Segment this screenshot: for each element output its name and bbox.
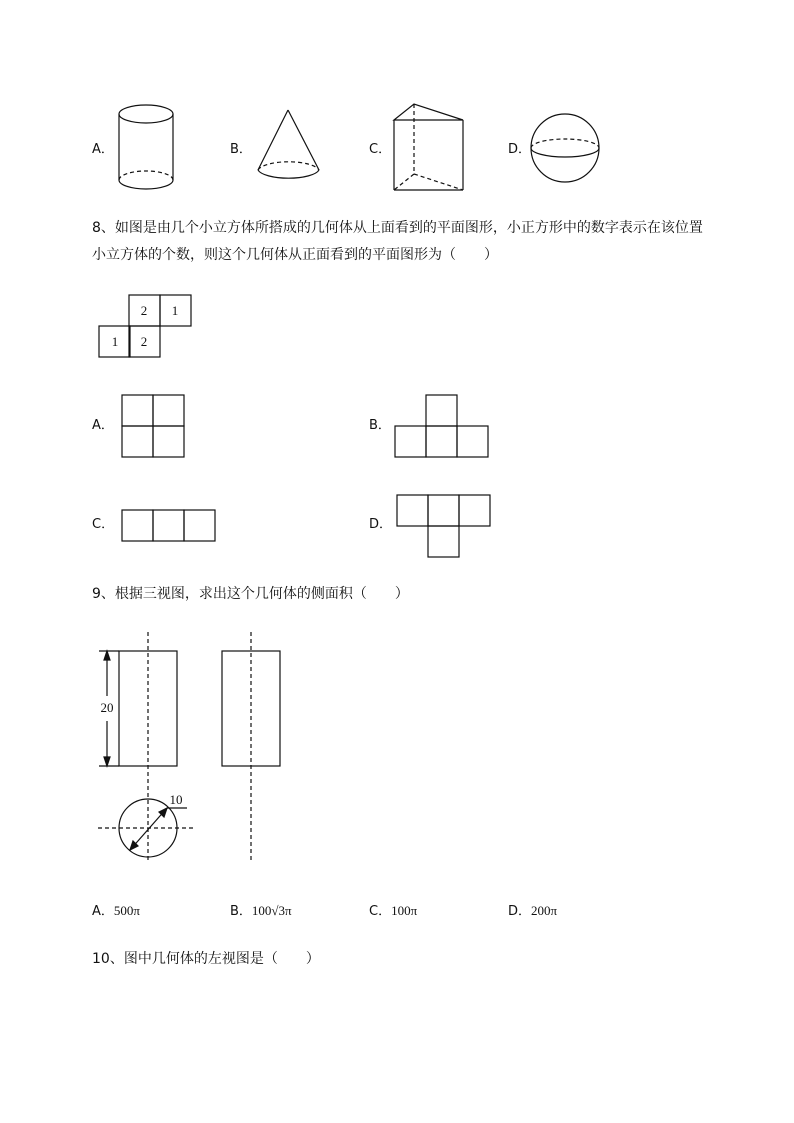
cone-figure xyxy=(255,108,325,188)
height-dimension: 20 xyxy=(100,700,114,715)
q9-option-a-value: 500π xyxy=(113,903,140,918)
q9-option-c[interactable] xyxy=(369,904,417,918)
grid-cell-number: 1 xyxy=(111,334,119,349)
q8-option-a-figure xyxy=(121,394,185,458)
q9-option-b-label: B． xyxy=(230,904,252,919)
q8-option-b-figure xyxy=(394,394,490,458)
grid-cell-number: 2 xyxy=(140,303,148,318)
grid-cell-number: 1 xyxy=(171,303,179,318)
q8-option-d-figure xyxy=(396,494,492,558)
q7-option-c-label[interactable]: C． xyxy=(369,142,392,157)
q7-option-d-label[interactable]: D． xyxy=(508,142,532,157)
q8-option-d-label[interactable]: D． xyxy=(369,517,393,532)
q8-option-a-label[interactable]: A． xyxy=(92,418,114,433)
grid-cell-number: 2 xyxy=(140,334,148,349)
q9-option-a[interactable] xyxy=(92,904,140,918)
q8-option-c-figure xyxy=(121,509,217,543)
q9-option-b-value: 100√3π xyxy=(251,903,292,918)
q9-option-d-label: D． xyxy=(508,904,532,919)
three-view-drawing xyxy=(95,630,295,865)
q7-option-b-label[interactable]: B． xyxy=(230,142,252,157)
triangular-prism-figure xyxy=(390,100,470,195)
q9-option-a-label: A． xyxy=(92,904,114,919)
question-10-text: 10、图中几何体的左视图是（ ） xyxy=(92,951,320,967)
diameter-dimension: 10 xyxy=(169,792,183,807)
q7-option-a-label[interactable]: A． xyxy=(92,142,114,157)
cylinder-figure xyxy=(115,100,177,195)
question-8-line-2: 小立方体的个数，则这个几何体从正面看到的平面图形为（ ） xyxy=(92,247,498,263)
q9-option-d-value: 200π xyxy=(531,903,558,918)
question-8-line-1: 8、如图是由几个小立方体所搭成的几何体从上面看到的平面图形，小正方形中的数字表示在该位置 xyxy=(92,220,703,236)
q9-option-c-label: C． xyxy=(369,904,392,919)
top-view-grid xyxy=(98,294,194,358)
sphere-figure xyxy=(530,113,602,185)
q8-option-c-label[interactable]: C． xyxy=(92,517,115,532)
q9-option-d[interactable] xyxy=(508,904,557,918)
q9-option-b[interactable] xyxy=(230,904,292,918)
q9-option-c-value: 100π xyxy=(391,903,418,918)
question-9-text: 9、根据三视图，求出这个几何体的侧面积（ ） xyxy=(92,586,409,602)
q8-option-b-label[interactable]: B． xyxy=(369,418,391,433)
